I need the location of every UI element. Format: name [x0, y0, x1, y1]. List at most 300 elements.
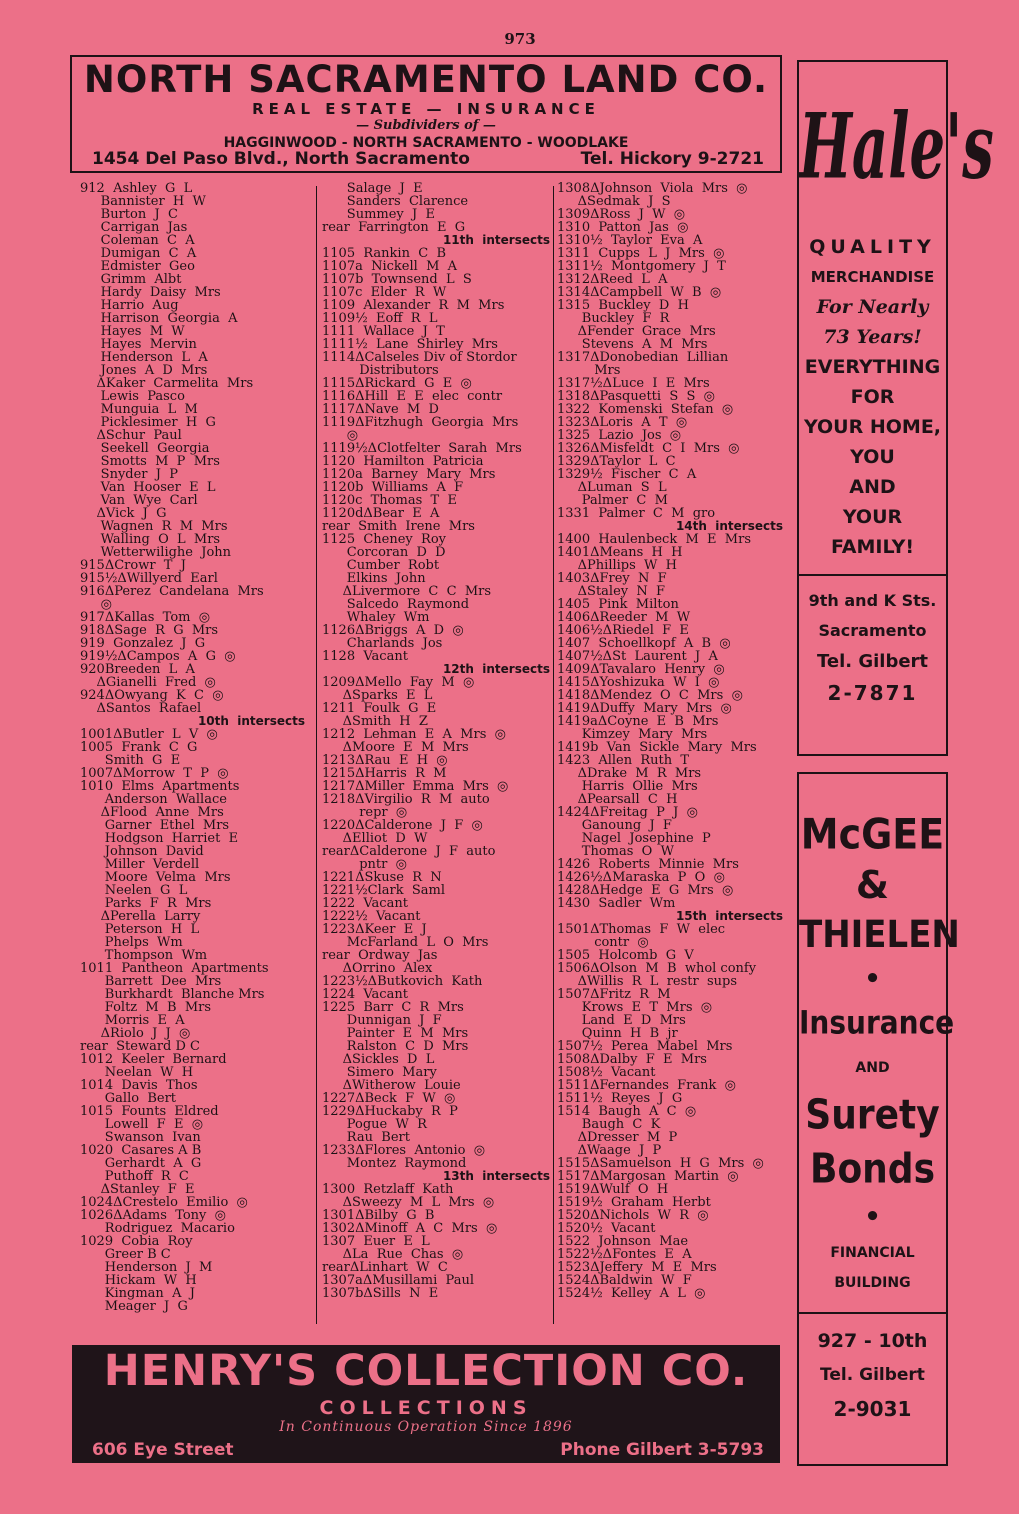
directory-entry: 1520½ Vacant [557, 1221, 656, 1236]
hales-line: AND [849, 476, 896, 498]
directory-entry: 1120a Barney Mary Mrs [322, 467, 496, 482]
directory-entry: rearΔCalderone J F auto [322, 844, 496, 859]
page-number: 973 [504, 30, 536, 48]
directory-entry: 1209ΔMello Fay M ◎ [322, 675, 475, 690]
directory-entry: ΔVick J G [80, 506, 167, 521]
directory-entry: 1511½ Reyes J G [557, 1091, 683, 1106]
directory-entry: 1223½ΔButkovich Kath [322, 974, 483, 989]
directory-entry: Van Hooser E L [80, 480, 216, 495]
directory-entry: Miller Verdell [80, 857, 200, 872]
directory-entry: Wetterwilighe John [80, 545, 232, 560]
hales-ad [797, 60, 994, 756]
directory-entry: Dunnigan J F [322, 1013, 442, 1028]
ad-address: 1454 Del Paso Blvd., North Sacramento [92, 149, 470, 169]
directory-entry: ΔSantos Rafael [80, 701, 202, 716]
directory-entry: ΔSweezy M L Mrs ◎ [322, 1195, 495, 1210]
directory-entry: Whaley Wm [322, 610, 430, 625]
directory-entry: ◎ [322, 428, 359, 443]
ad-subdividers: — Subdividers of — [356, 118, 496, 133]
directory-entry: 1120dΔBear E A [322, 506, 440, 521]
ad-phone: Phone Gilbert 3-5793 [560, 1440, 764, 1460]
directory-entry: 1426½ΔMaraska P O ◎ [557, 870, 725, 885]
directory-entry: 1424ΔFreitag P J ◎ [557, 805, 698, 820]
directory-entry: 1119ΔFitzhugh Georgia Mrs [322, 415, 519, 430]
directory-entry: 1111½ Lane Shirley Mrs [322, 337, 498, 352]
directory-entry: Sanders Clarence [322, 194, 469, 209]
north-sacramento-land-ad [70, 55, 782, 173]
street-intersection-heading: 12th intersects [442, 662, 550, 676]
directory-entry: Land E D Mrs [557, 1013, 686, 1028]
directory-entry: 1406½ΔRiedel F E [557, 623, 689, 638]
directory-entry: Rodriguez Macario [80, 1221, 235, 1236]
directory-entry: 1508½ Vacant [557, 1065, 656, 1080]
directory-entry: Henderson L A [80, 350, 208, 365]
directory-entry: 1020 Casares A B [80, 1143, 202, 1158]
directory-entry: 1211 Foulk G E [322, 701, 437, 716]
directory-entry: Mrs [557, 363, 621, 378]
directory-entry: 1310 Patton Jas ◎ [557, 220, 689, 235]
directory-entry: Harris Ollie Mrs [557, 779, 698, 794]
directory-entry: Peterson H L [80, 922, 200, 937]
ad-areas: HAGGINWOOD - NORTH SACRAMENTO - WOODLAKE [223, 135, 629, 151]
directory-entry: 1116ΔHill E E elec contr [322, 389, 503, 404]
directory-entry: pntr ◎ [322, 857, 407, 872]
directory-entry: 1522½ΔFontes E A [557, 1247, 692, 1262]
directory-entry: Van Wye Carl [80, 493, 198, 508]
directory-entry: 1514 Baugh A C ◎ [557, 1104, 697, 1119]
directory-entry: Burkhardt Blanche Mrs [80, 987, 265, 1002]
directory-entry: Carrigan Jas [80, 220, 188, 235]
directory-entry: Hayes M W [80, 324, 185, 339]
directory-entry: McFarland L O Mrs [322, 935, 489, 950]
ad-phone: Tel. Hickory 9-2721 [580, 149, 764, 169]
directory-entry: Pogue W R [322, 1117, 427, 1132]
directory-entry: ΔGianelli Fred ◎ [80, 675, 216, 690]
directory-entry: 1519ΔWulf O H [557, 1182, 669, 1197]
directory-entry: Dumigan C A [80, 246, 197, 261]
directory-entry: ◎ [80, 597, 113, 612]
directory-entry: 1519½ Graham Herbt [557, 1195, 711, 1210]
directory-entry: ΔStanley F E [80, 1182, 195, 1197]
directory-entry: Thompson Wm [80, 948, 208, 963]
directory-entry: 1307 Euer E L [322, 1234, 430, 1249]
directory-entry: 1407 Schoellkopf A B ◎ [557, 636, 731, 651]
street-intersection-heading: 13th intersects [442, 1169, 550, 1183]
directory-entry: Burton J C [80, 207, 178, 222]
directory-entry: Simero Mary [322, 1065, 437, 1080]
directory-entry: 1406ΔReeder M W [557, 610, 691, 625]
directory-entry: Foltz M B Mrs [80, 1000, 212, 1015]
directory-entry: Jones A D Mrs [80, 363, 208, 378]
directory-entry: 1217ΔMiller Emma Mrs ◎ [322, 779, 509, 794]
directory-entry: 1522 Johnson Mae [557, 1234, 689, 1249]
street-intersection-heading: 10th intersects [197, 714, 305, 728]
directory-entry: 1403ΔFrey N F [557, 571, 667, 586]
mcgee-line: FINANCIAL [830, 1245, 915, 1261]
directory-entry: 1315 Buckley D H [557, 298, 689, 313]
directory-entry: 1114ΔCalseles Div of Stordor [322, 350, 517, 365]
ad-company-name: HENRY'S COLLECTION CO. [103, 1346, 749, 1396]
directory-entry: Rau Bert [322, 1130, 410, 1145]
directory-entry: 1001ΔButler L V ◎ [80, 727, 218, 742]
directory-entry: 1322 Komenski Stefan ◎ [557, 402, 734, 417]
directory-entry: 1419ΔDuffy Mary Mrs ◎ [557, 701, 732, 716]
mcgee-thielen-ad [797, 772, 960, 1466]
directory-entry: 1029 Cobia Roy [80, 1234, 193, 1249]
directory-entry: Neelan W H [80, 1065, 194, 1080]
mcgee-line: 927 - 10th [817, 1330, 928, 1352]
ad-company-name: NORTH SACRAMENTO LAND CO. [83, 58, 769, 101]
directory-entry: ΔSickles D L [322, 1052, 435, 1067]
directory-column-3 [557, 182, 783, 1300]
directory-entry: Smith G E [80, 753, 181, 768]
directory-entry: 1010 Elms Apartments [80, 779, 240, 794]
directory-entry: Summey J E [322, 207, 435, 222]
directory-entry: 1125 Cheney Roy [322, 532, 446, 547]
hales-line: FAMILY! [830, 536, 915, 558]
directory-entry: 1024ΔCrestelo Emilio ◎ [80, 1195, 248, 1210]
directory-entry: ΔWillis R L restr sups [557, 974, 738, 989]
directory-entry: ΔOrrino Alex [322, 961, 433, 976]
directory-entry: Corcoran D D [322, 545, 446, 560]
directory-entry: 1220ΔCalderone J F ◎ [322, 818, 483, 833]
mcgee-line: Tel. Gilbert [820, 1365, 925, 1385]
directory-entry: 1126ΔBriggs A D ◎ [322, 623, 464, 638]
street-intersection-heading: 14th intersects [675, 519, 783, 533]
directory-entry: 1107b Townsend L S [322, 272, 472, 287]
directory-entry: Greer B C [80, 1247, 171, 1262]
mcgee-line: & [855, 863, 890, 907]
directory-entry: 920Breeden L A [80, 662, 195, 677]
hales-line: MERCHANDISE [810, 268, 935, 286]
directory-entry: Harrio Aug [80, 298, 179, 313]
directory-entry: 1308ΔJohnson Viola Mrs ◎ [557, 181, 748, 196]
hales-line: FOR [850, 386, 895, 408]
directory-entry: Quinn H B jr [557, 1026, 678, 1041]
directory-entry: 1227ΔBeck F W ◎ [322, 1091, 456, 1106]
directory-entry: Neelen G L [80, 883, 188, 898]
directory-entry: 1212 Lehman E A Mrs ◎ [322, 727, 506, 742]
directory-entry: ΔWaage J P [557, 1143, 662, 1158]
street-intersection-heading: 11th intersects [442, 233, 550, 247]
directory-entry: Meager J G [80, 1299, 188, 1314]
directory-entry: ΔElliot D W [322, 831, 428, 846]
directory-entry: ΔDresser M P [557, 1130, 678, 1145]
hales-line: EVERYTHING [804, 356, 941, 378]
directory-entry: rear Smith Irene Mrs [322, 519, 475, 534]
directory-entry: 1309ΔRoss J W ◎ [557, 207, 686, 222]
directory-entry: Seekell Georgia [80, 441, 210, 456]
directory-entry: 1329ΔTaylor L C [557, 454, 676, 469]
directory-entry: 1233ΔFlores Antonio ◎ [322, 1143, 486, 1158]
directory-entry: 1224 Vacant [322, 987, 408, 1002]
hales-logo: Hale's [799, 94, 994, 200]
directory-entry: Picklesimer H G [80, 415, 216, 430]
directory-entry: Palmer C M [557, 493, 668, 508]
directory-entry: Parks F R Mrs [80, 896, 212, 911]
directory-entry: 1507½ Perea Mabel Mrs [557, 1039, 733, 1054]
directory-entry: ΔFlood Anne Mrs [80, 805, 224, 820]
directory-entry: Johnson David [80, 844, 204, 859]
directory-entry: Snyder J P [80, 467, 179, 482]
directory-entry: 912 Ashley G L [80, 181, 193, 196]
directory-entry: ΔLivermore C C Mrs [322, 584, 492, 599]
directory-entry: ΔSchur Paul [80, 428, 182, 443]
directory-entry: 1524½ Kelley A L ◎ [557, 1286, 706, 1301]
directory-entry: 1119½ΔClotfelter Sarah Mrs [322, 441, 522, 456]
henrys-collection-ad [72, 1345, 780, 1463]
directory-entry: 1501ΔThomas F W elec [557, 922, 726, 937]
directory-entry: Morris E A [80, 1013, 185, 1028]
directory-entry: 1523ΔJeffery M E Mrs [557, 1260, 717, 1275]
directory-entry: Bannister H W [80, 194, 206, 209]
directory-entry: 1311 Cupps L J Mrs ◎ [557, 246, 725, 261]
directory-entry: ΔLuman S L [557, 480, 667, 495]
directory-entry: contr ◎ [557, 935, 649, 950]
directory-entry: 1430 Sadler Wm [557, 896, 676, 911]
directory-entry: Charlands Jos [322, 636, 443, 651]
directory-entry: 1517ΔMargosan Martin ◎ [557, 1169, 739, 1184]
directory-entry: ΔSedmak J S [557, 194, 671, 209]
mcgee-line: McGEE [800, 809, 945, 859]
directory-entry: 1310½ Taylor Eva A [557, 233, 703, 248]
directory-entry: 1405 Pink Milton [557, 597, 679, 612]
directory-entry: 915ΔCrowr T J [80, 558, 186, 573]
directory-entry: 924ΔOwyang K C ◎ [80, 688, 224, 703]
directory-entry: Painter E M Mrs [322, 1026, 469, 1041]
directory-entry: Krows E T Mrs ◎ [557, 1000, 713, 1015]
directory-entry: 1109½ Eoff R L [322, 311, 438, 326]
directory-entry: 1524ΔBaldwin W F [557, 1273, 692, 1288]
directory-entry: Baugh C K [557, 1117, 661, 1132]
directory-entry: 1115ΔRickard G E ◎ [322, 376, 472, 391]
directory-entry: Elkins John [322, 571, 426, 586]
directory-entry: Lowell F E ◎ [80, 1117, 204, 1132]
directory-entry: 916ΔPerez Candelana Mrs [80, 584, 264, 599]
mcgee-line: Bonds [810, 1145, 935, 1193]
directory-entry: 918ΔSage R G Mrs [80, 623, 219, 638]
directory-entry: Ganoung J F [557, 818, 672, 833]
directory-entry: 1221½Clark Saml [322, 883, 446, 898]
directory-entry: ΔDrake M R Mrs [557, 766, 702, 781]
directory-entry: 1423 Allen Ruth T [557, 753, 690, 768]
directory-entry: 915½ΔWillyerd Earl [80, 571, 218, 586]
directory-entry: 1317½ΔLuce I E Mrs [557, 376, 710, 391]
hales-line: Tel. Gilbert [816, 651, 929, 672]
directory-entry: Walling O L Mrs [80, 532, 221, 547]
hales-line: 9th and K Sts. [808, 591, 937, 610]
directory-entry: 917ΔKallas Tom ◎ [80, 610, 211, 625]
directory-entry: 1415ΔYoshizuka W I ◎ [557, 675, 720, 690]
directory-entry: Salage J E [322, 181, 423, 196]
hales-line: YOUR [842, 506, 903, 528]
directory-entry: 1300 Retzlaff Kath [322, 1182, 454, 1197]
directory-entry: ΔLa Rue Chas ◎ [322, 1247, 464, 1262]
directory-entry: 1307bΔSills N E [322, 1286, 439, 1301]
directory-entry: 1515ΔSamuelson H G Mrs ◎ [557, 1156, 764, 1171]
directory-entry: 1311½ Montgomery J T [557, 259, 726, 274]
directory-entry: 1326ΔMisfeldt C I Mrs ◎ [557, 441, 740, 456]
street-intersection-heading: 15th intersects [675, 909, 783, 923]
directory-entry: 1401ΔMeans H H [557, 545, 683, 560]
directory-entry: Grimm Albt [80, 272, 182, 287]
directory-entry: 1007ΔMorrow T P ◎ [80, 766, 229, 781]
directory-column-1 [80, 182, 305, 1313]
directory-entry: 1312ΔReed L A [557, 272, 668, 287]
directory-entry: rear Ordway Jas [322, 948, 438, 963]
directory-entry: 1428ΔHedge E G Mrs ◎ [557, 883, 734, 898]
directory-entry: 1317ΔDonobedian Lillian [557, 350, 729, 365]
directory-entry: Nagel Josephine P [557, 831, 711, 846]
directory-entry: 1222½ Vacant [322, 909, 421, 924]
directory-entry: Hodgson Harriet E [80, 831, 239, 846]
directory-entry: 1325 Lazio Jos ◎ [557, 428, 682, 443]
mcgee-line: • [864, 1202, 881, 1232]
directory-entry: Henderson J M [80, 1260, 213, 1275]
directory-entry: 1323ΔLoris A T ◎ [557, 415, 688, 430]
column-divider [316, 186, 317, 1324]
directory-entry: Thomas O W [557, 844, 674, 859]
directory-entry: Gerhardt A G [80, 1156, 202, 1171]
mcgee-line: THIELEN [799, 913, 960, 957]
directory-entry: Ralston C D Mrs [322, 1039, 469, 1054]
mcgee-line: 2-9031 [833, 1397, 912, 1421]
directory-entry: 1307aΔMusillami Paul [322, 1273, 474, 1288]
directory-entry: Moore Velma Mrs [80, 870, 231, 885]
directory-entry: 1223ΔKeer E J [322, 922, 427, 937]
directory-entry: ΔWitherow Louie [322, 1078, 461, 1093]
directory-entry: ΔRiolo J J ◎ [80, 1026, 191, 1041]
directory-entry: Smotts M P Mrs [80, 454, 220, 469]
directory-entry: Lewis Pasco [80, 389, 185, 404]
directory-entry: 1419b Van Sickle Mary Mrs [557, 740, 757, 755]
directory-entry: Barrett Dee Mrs [80, 974, 222, 989]
directory-entry: ΔPerella Larry [80, 909, 201, 924]
directory-entry: 1215ΔHarris R M [322, 766, 447, 781]
mcgee-line: Insurance [799, 1003, 955, 1042]
directory-entry: Coleman C A [80, 233, 195, 248]
hales-line: Sacramento [818, 621, 927, 640]
directory-entry: 1331 Palmer C M gro [557, 506, 716, 521]
directory-entry: Stevens A M Mrs [557, 337, 708, 352]
directory-entry: Buckley F R [557, 311, 670, 326]
ad-services: REAL ESTATE — INSURANCE [252, 100, 600, 118]
directory-entry: ΔMoore E M Mrs [322, 740, 469, 755]
hales-line: YOUR HOME, [803, 416, 942, 438]
directory-entry: 1218ΔVirgilio R M auto [322, 792, 490, 807]
directory-entry: 1506ΔOlson M B whol confy [557, 961, 757, 976]
directory-entry: 1222 Vacant [322, 896, 408, 911]
ad-address: 606 Eye Street [92, 1440, 234, 1460]
directory-entry: 1111 Wallace J T [322, 324, 445, 339]
directory-entry: 1507ΔFritz R M [557, 987, 671, 1002]
directory-entry: 1105 Rankin C B [322, 246, 446, 261]
directory-entry: 1314ΔCampbell W B ◎ [557, 285, 722, 300]
directory-entry: 1128 Vacant [322, 649, 408, 664]
directory-entry: 1120b Williams A F [322, 480, 464, 495]
directory-entry: 1505 Holcomb G V [557, 948, 694, 963]
directory-entry: ΔKaker Carmelita Mrs [80, 376, 254, 391]
mcgee-line: BUILDING [834, 1275, 911, 1291]
directory-entry: Kingman A J [80, 1286, 195, 1301]
directory-entry: rear Steward D C [80, 1039, 201, 1054]
directory-entry: Wagnen R M Mrs [80, 519, 228, 534]
directory-entry: 1120c Thomas T E [322, 493, 457, 508]
hales-line: QUALITY [809, 236, 936, 258]
directory-entry: Montez Raymond [322, 1156, 467, 1171]
directory-entry: 1426 Roberts Minnie Mrs [557, 857, 739, 872]
ad-since: In Continuous Operation Since 1896 [279, 1419, 573, 1435]
directory-entry: 1107a Nickell M A [322, 259, 458, 274]
hales-line: YOU [850, 446, 895, 468]
directory-entry: Harrison Georgia A [80, 311, 238, 326]
directory-entry: 1409ΔTavalaro Henry ◎ [557, 662, 725, 677]
directory-entry: repr ◎ [322, 805, 408, 820]
directory-entry: 1015 Founts Eldred [80, 1104, 219, 1119]
directory-entry: Edmister Geo [80, 259, 195, 274]
directory-entry: 1418ΔMendez O C Mrs ◎ [557, 688, 743, 703]
directory-entry: 1107c Elder R W [322, 285, 447, 300]
directory-entry: 1318ΔPasquetti S S ◎ [557, 389, 715, 404]
directory-entry: ΔPearsall C H [557, 792, 678, 807]
directory-entry: 1225 Barr C R Mrs [322, 1000, 464, 1015]
directory-entry: 1407½ΔSt Laurent J A [557, 649, 718, 664]
directory-entry: 1301ΔBilby G B [322, 1208, 435, 1223]
directory-entry: ΔSparks E L [322, 688, 433, 703]
directory-entry: 1012 Keeler Bernard [80, 1052, 227, 1067]
hales-line: 73 Years! [823, 326, 922, 348]
directory-entry: 1005 Frank C G [80, 740, 198, 755]
directory-entry: rearΔLinhart W C [322, 1260, 448, 1275]
directory-entry: Gallo Bert [80, 1091, 177, 1106]
directory-entry: ΔFender Grace Mrs [557, 324, 716, 339]
mcgee-line: AND [855, 1060, 890, 1076]
directory-entry: 1520ΔNichols W R ◎ [557, 1208, 709, 1223]
directory-entry: 1026ΔAdams Tony ◎ [80, 1208, 227, 1223]
directory-entry: 1221ΔSkuse R N [322, 870, 442, 885]
directory-entry: 1329½ Fischer C A [557, 467, 697, 482]
directory-entry: 1508ΔDalby F E Mrs [557, 1052, 707, 1067]
directory-entry: Distributors [322, 363, 439, 378]
directory-entry: 1302ΔMinoff A C Mrs ◎ [322, 1221, 498, 1236]
directory-entry: ΔStaley N F [557, 584, 666, 599]
directory-entry: rear Farrington E G [322, 220, 466, 235]
directory-entry: Cumber Robt [322, 558, 440, 573]
directory-entry: Hayes Mervin [80, 337, 197, 352]
directory-entry: Garner Ethel Mrs [80, 818, 230, 833]
directory-entry: Swanson Ivan [80, 1130, 201, 1145]
directory-column-2 [322, 182, 550, 1300]
directory-entry: Munguia L M [80, 402, 198, 417]
directory-entry: 1120 Hamilton Patricia [322, 454, 484, 469]
directory-entry: 1511ΔFernandes Frank ◎ [557, 1078, 736, 1093]
directory-entry: Salcedo Raymond [322, 597, 470, 612]
column-divider [553, 186, 554, 1324]
directory-entry: 1014 Davis Thos [80, 1078, 198, 1093]
directory-entry: Hickam W H [80, 1273, 197, 1288]
directory-entry: ΔSmith H Z [322, 714, 428, 729]
directory-entry: 1109 Alexander R M Mrs [322, 298, 505, 313]
directory-entry: 1400 Haulenbeck M E Mrs [557, 532, 751, 547]
directory-entry: 1229ΔHuckaby R P [322, 1104, 458, 1119]
directory-entry: Anderson Wallace [80, 792, 227, 807]
directory-entry: Phelps Wm [80, 935, 183, 950]
ad-service: COLLECTIONS [319, 1397, 533, 1419]
directory-entry: Puthoff R C [80, 1169, 189, 1184]
directory-entry: 919½ΔCampos A G ◎ [80, 649, 236, 664]
directory-entry: ΔPhillips W H [557, 558, 678, 573]
directory-entry: 919 Gonzalez J G [80, 636, 206, 651]
